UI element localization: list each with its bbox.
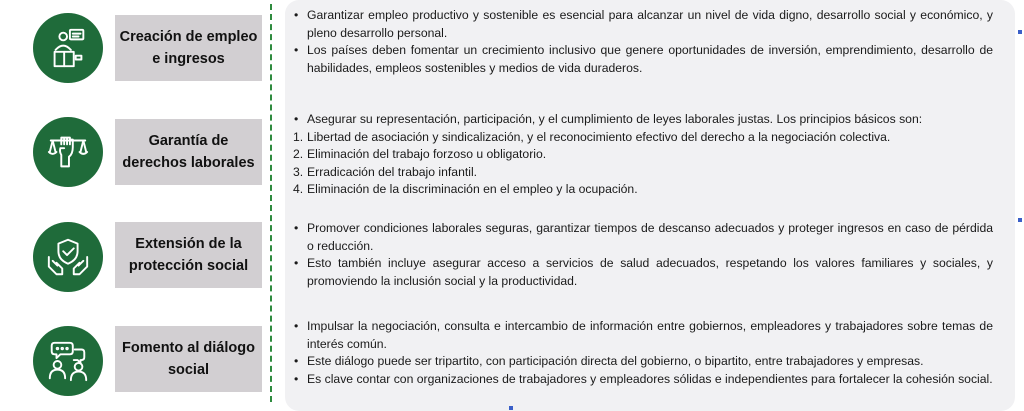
- list-item: • Impulsar la negociación, consulta e intercambio de información entre gobiernos, empleadores y trabajadores sobre temas de interés común.: [293, 318, 993, 353]
- list-item: • Esto también incluye asegurar acceso a servicios de salud adecuados, respetando los valores familiares y sociales, y promoviendo la inclusión social y la productividad.: [293, 255, 993, 290]
- selection-handle: [1018, 30, 1022, 34]
- numbered-item: 4. Eliminación de la discriminación en el empleo y la ocupación.: [293, 182, 638, 196]
- section-title-labor-rights: Garantía de derechos laborales: [115, 119, 262, 185]
- dashed-divider: [270, 4, 272, 402]
- list-item: • Asegurar su representación, participación, y el cumplimiento de leyes laborales justas. Los principios básicos son:: [293, 111, 993, 129]
- list-item: • Este diálogo puede ser tripartito, con participación directa del gobierno, o bipartito, entre trabajadores y empresas.: [293, 353, 993, 371]
- section-title-employment: Creación de empleo e ingresos: [115, 15, 262, 81]
- selection-handle: [509, 406, 513, 410]
- raised-fist-scales-icon: [33, 117, 103, 187]
- list-item: • Promover condiciones laborales seguras, garantizar tiempos de descanso adecuados y proteger ingresos en caso de pérdida o reducción.: [293, 220, 993, 255]
- hands-shield-icon: [33, 222, 103, 292]
- social-dialogue-text: [293, 318, 993, 388]
- social-protection-text: [293, 220, 993, 290]
- labor-rights-text: [293, 111, 993, 199]
- speaker-podium-icon: [33, 13, 103, 83]
- list-item: • Garantizar empleo productivo y sostenible es esencial para alcanzar un nivel de vida digno, desarrollo social y económico, y pleno desarrollo personal.: [293, 7, 993, 42]
- list-item: • Es clave contar con organizaciones de trabajadores y empleadores sólidas e independientes para fortalecer la cohesión social.: [293, 371, 993, 389]
- numbered-item: 3. Erradicación del trabajo infantil.: [293, 164, 478, 179]
- selection-handle: [1018, 218, 1022, 222]
- list-item: • Los países deben fomentar un crecimiento inclusivo que genere oportunidades de inversión, emprendimiento, desarrollo de habilidades, empleos sostenibles y medios de vida duraderos.: [293, 42, 993, 77]
- employment-text: [293, 7, 993, 77]
- section-title-social-dialogue: Fomento al diálogo social: [115, 326, 262, 392]
- section-title-social-protection: Extensión de la protección social: [115, 222, 262, 288]
- numbered-item: 1. Libertad de asociación y sindicalización, y el reconocimiento efectivo del derecho a la negociación colectiva.: [293, 129, 891, 144]
- people-dialogue-icon: [33, 326, 103, 396]
- numbered-item: 2. Eliminación del trabajo forzoso u obligatorio.: [293, 147, 547, 161]
